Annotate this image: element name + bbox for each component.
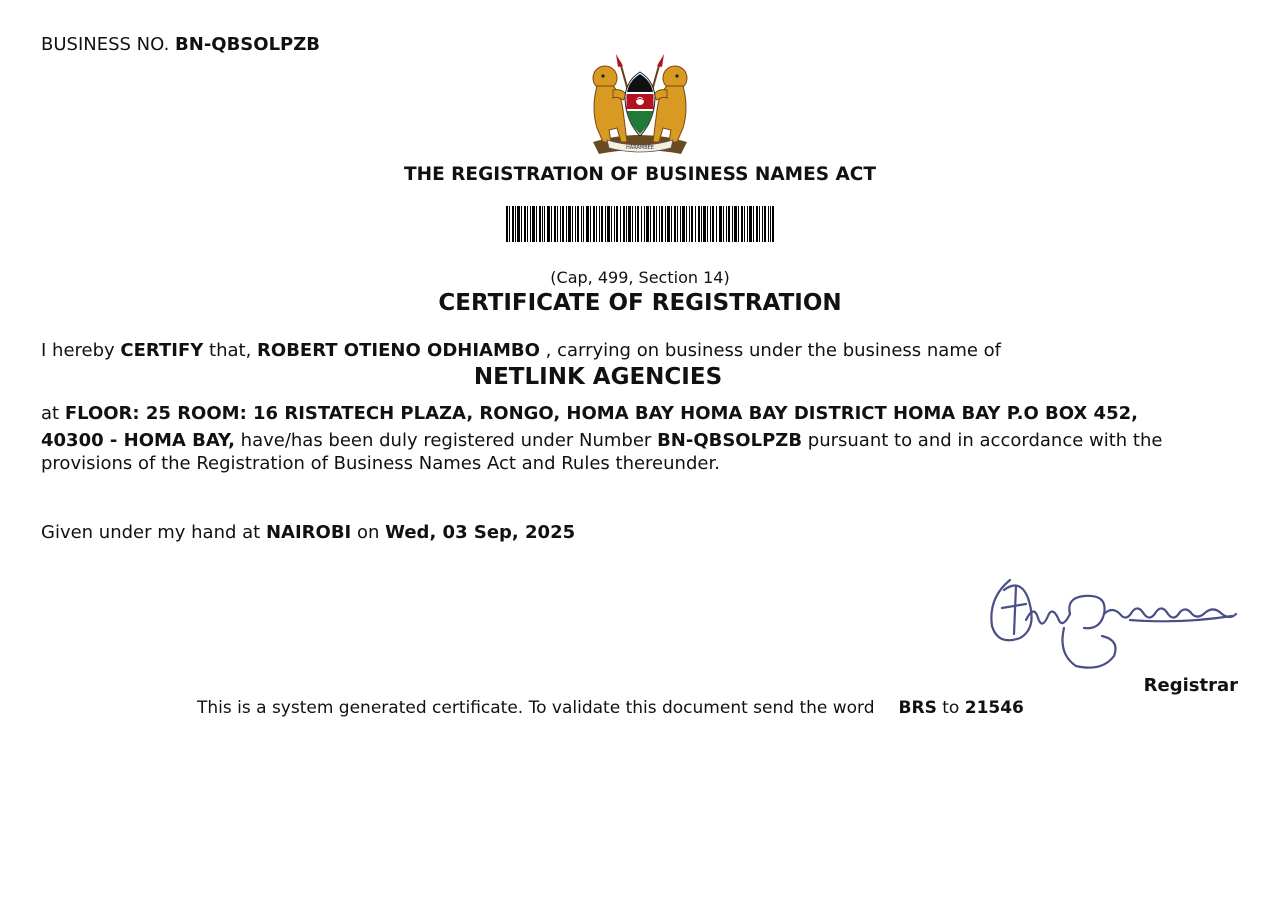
business-name: NETLINK AGENCIES — [473, 364, 723, 390]
sms-keyword: BRS — [898, 698, 937, 718]
cap-reference: (Cap, 499, Section 14) — [550, 268, 730, 287]
kenya-coat-of-arms-icon — [583, 50, 697, 160]
business-address: FLOOR: 25 ROOM: 16 RISTATECH PLAZA, RONGO, HOMA BAY HOMA BAY DISTRICT HOMA BAY P.O BOX 452, — [64, 403, 1138, 424]
business-number-label: BUSINESS NO. — [41, 34, 170, 55]
sms-shortcode: 21546 — [964, 698, 1024, 718]
act-title: THE REGISTRATION OF BUSINESS NAMES ACT — [404, 164, 876, 185]
registrar-signature-icon — [980, 568, 1242, 674]
certify-word: CERTIFY — [120, 340, 204, 361]
svg-text:HARAMBEE: HARAMBEE — [626, 145, 654, 151]
certify-statement: I hereby CERTIFY that, ROBERT OTIENO ODHIAMBO , carrying on business under the business name of — [41, 340, 1001, 361]
validation-footer: This is a system generated certificate. To validate this document send the word BRS to 21546 — [197, 698, 1024, 718]
address-statement: at FLOOR: 25 ROOM: 16 RISTATECH PLAZA, RONGO, HOMA BAY HOMA BAY DISTRICT HOMA BAY P.O BOX 452, 40300 - HOMA BAY, have/has been duly registered under Number BN-QBSOLPZB pursuant to and in accordance with the provisions of the Registration of Business Names Act and Rules thereunder. — [41, 403, 1163, 474]
footer-text: This is a system generated certificate. To validate this document send the word — [197, 698, 875, 718]
business-number-line — [41, 34, 320, 55]
issue-date: Wed, 03 Sep, 2025 — [385, 522, 576, 543]
issue-place: NAIROBI — [265, 522, 352, 543]
certificate-title: CERTIFICATE OF REGISTRATION — [438, 290, 842, 316]
business-number: BN-QBSOLPZB — [175, 34, 321, 55]
owner-name: ROBERT OTIENO ODHIAMBO — [257, 340, 540, 361]
registration-number: BN-QBSOLPZB — [657, 430, 803, 451]
barcode-icon — [506, 206, 774, 242]
registrar-label: Registrar — [1143, 675, 1238, 696]
given-statement: Given under my hand at NAIROBI on Wed, 03 Sep, 2025 — [41, 522, 576, 543]
postal-address: 40300 - HOMA BAY, — [41, 430, 235, 451]
